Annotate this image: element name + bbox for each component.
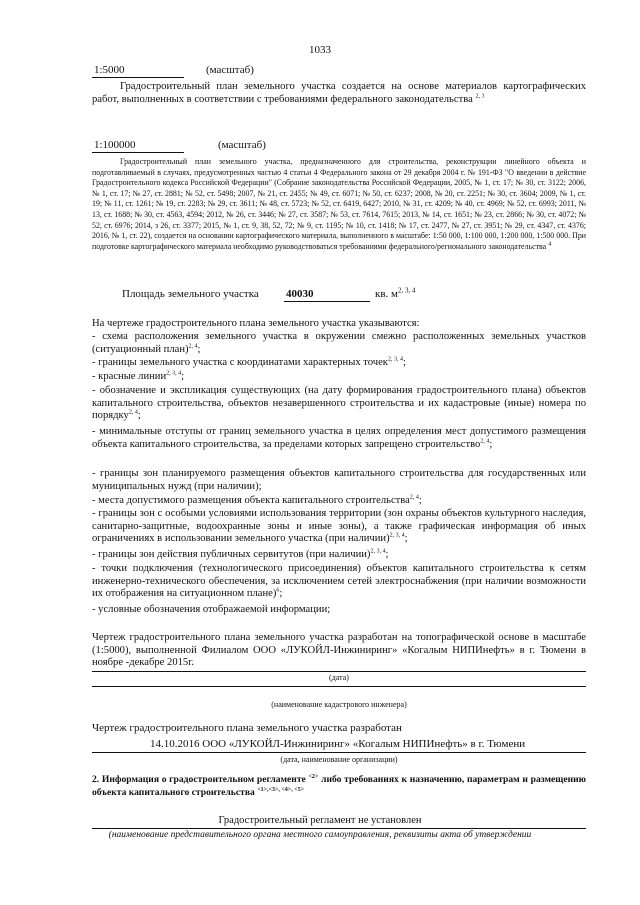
date-caption: (дата) xyxy=(329,673,349,682)
drawing-topo-paragraph: Чертеж градостроительного плана земельного участка разработан на топографической основе в масштабе (1:5000), выполненной Филиалом ООО «ЛУКОЙЛ-Инжиниринг» «Когалым НИПИнефть» в г. Тюмени в ноябре -декабре 2015г. xyxy=(92,632,586,669)
list-intro: На чертеже градостроительного плана земельного участка указываются: xyxy=(92,318,420,329)
drawing-org-line1: Чертеж градостроительного плана земельного участка разработан xyxy=(92,722,402,734)
list-item-text: - точки подключения (технологического присоединения) объектов капитального строительства к сетям инженерно-технического обеспечения, за исключением сетей электроснабжения (при наличии возможности их отображения на ситуационном плане) xyxy=(92,563,586,600)
drawing-org-line2: 14.10.2016 ООО «ЛУКОЙЛ-Инжиниринг» «Когалым НИПИнефть» в г. Тюмени xyxy=(150,738,526,750)
area-unit xyxy=(375,288,416,300)
list-item xyxy=(92,331,586,356)
scale-value-1: 1:5000 xyxy=(94,64,125,76)
area-value: 40030 xyxy=(286,288,314,300)
list-item xyxy=(92,563,586,601)
area-label: Площадь земельного участка xyxy=(122,288,259,300)
list-item xyxy=(92,371,586,384)
list-item-text: - границы земельного участка с координатами характерных точек xyxy=(92,357,388,368)
drawing-topo-underline xyxy=(92,671,586,672)
list-item-note: 2, 3, 4 xyxy=(389,532,405,539)
list-item-tail: ; xyxy=(279,588,283,600)
list-item xyxy=(92,385,586,423)
engineer-underline xyxy=(92,686,586,687)
list-item-note: 2, 3, 4 xyxy=(370,548,386,555)
list-item-text: - минимальные отступы от границ земельного участка в целях определения мест допустимого размещения объекта капитального строительства, за пределами которых запрещено строительство xyxy=(92,426,586,450)
list-item-tail: ; xyxy=(418,495,422,506)
list-item-text: - границы зон с особыми условиями использования территории (зон охраны объектов культурного наследия, санитарно-защитные, водоохранные зоны и иные зоны), а также графическая информация об иных ограничениях в использовании земельного участка (при наличии) xyxy=(92,508,586,545)
scale-paragraph-1-note: 2, 3 xyxy=(475,93,485,100)
list-item-text: - обозначение и экспликация существующих (на дату формирования градостроительного плана) объектов капитального строительства, объектов незавершенного строительства и их кадастровые (иные) номера по порядку xyxy=(92,385,586,422)
list-item xyxy=(92,549,586,562)
list-item xyxy=(92,468,586,493)
list-item-tail: ; xyxy=(385,549,389,560)
scale-paragraph-1-text: Градостроительный план земельного участка создается на основе материалов картографических работ, выполненных в соответствии с требованиями федерального законодательства xyxy=(92,81,586,105)
scale-underline-1 xyxy=(92,77,184,78)
organization-caption: (дата, наименование организации) xyxy=(280,755,398,764)
scale-label-1: (масштаб) xyxy=(206,64,254,76)
list-item-tail: ; xyxy=(402,357,406,368)
section-2-note-2: <1>,<3>, <4>, <5> xyxy=(257,786,305,793)
drawing-org-underline xyxy=(92,752,586,753)
list-item-tail: ; xyxy=(137,410,141,422)
list-item-text: - условные обозначения отображаемой информации; xyxy=(92,604,331,615)
section-2-title xyxy=(92,773,586,799)
list-item-tail: ; xyxy=(404,533,408,545)
list-item-text: - красные линии xyxy=(92,371,167,382)
scale-small-paragraph-note: 4 xyxy=(548,241,552,248)
scale-underline-2 xyxy=(92,152,184,153)
list-item xyxy=(92,357,586,370)
list-item-note: 2, 3, 4 xyxy=(166,370,182,377)
section-2-title-text: 2. Информация о градостроительном регламенте xyxy=(92,774,306,785)
list-item-note: 2, 4 xyxy=(480,438,490,445)
list-item-note: 6 xyxy=(276,587,280,594)
list-item-text: - границы зон планируемого размещения объектов капитального строительства для государственных или муниципальных нужд (при наличии); xyxy=(92,468,586,492)
scale-value-2: 1:100000 xyxy=(94,139,136,151)
page-number: 1033 xyxy=(309,44,331,56)
list-item xyxy=(92,508,586,546)
list-item-note: 2, 3, 4 xyxy=(387,356,403,363)
area-note: 2, 3, 4 xyxy=(398,286,416,295)
engineer-caption: (наименование кадастрового инженера) xyxy=(271,700,407,709)
list-item-note: 2, 4 xyxy=(128,409,138,416)
list-item xyxy=(92,495,586,508)
list-item xyxy=(92,426,586,451)
area-underline xyxy=(284,301,370,302)
scale-small-paragraph xyxy=(92,157,586,252)
regulation-underline xyxy=(92,828,586,829)
list-item-tail: ; xyxy=(489,438,493,450)
list-item-text: - границы зон действия публичных сервитутов (при наличии) xyxy=(92,549,371,560)
section-2-title-cont: либо требованиях к назначению, параметрам и размещению объекта капитального строительства xyxy=(92,774,587,798)
list-item xyxy=(92,604,586,617)
list-item-text: - схема расположения земельного участка в окружении смежно расположенных земельных участков (ситуационный план) xyxy=(92,331,586,355)
list-item-note: 2, 4 xyxy=(409,494,419,501)
scale-small-paragraph-text: Градостроительный план земельного участка, предназначенного для строительства, реконструкции линейного объекта и подготавливаемый в случаях, предусмотренных частью 4 статьи 4 Федерального закона от 29 декабря 2004 г. № 191-ФЗ "О введении в действие Градостроительного кодекса Российской Федерации" (Собрание законодательства Российской Федерации, 2005, № 1, ст. 17; № 30, ст. 3122; 2006, № 1, ст. 17; № 27, ст. 2881; № 52, ст. 5498; 2007, № 21, ст. 2455; № 49, ст. 6071; № 50, ст. 6237; 2008, № 20, ст. 2251; № 30, ст. 3604; 2009, № 1, ст. 19; № 11, ст. 1261; № 19, ст. 2283; № 29, ст. 3611; № 48, ст. 5723; № 52, ст. 6419, 6427; 2010, № 31, ст. 4209; № 40, ст. 4969; № 52, ст. 6993; 2011, № 13, ст. 1688; № 30, ст. 4563, 4594; 2012, № 26, ст. 3446; № 27, ст. 3587; № 53, ст. 7614, 7615; 2013, № 14, ст. 1651; № 23, ст. 2866; № 30, ст. 4072; № 52, ст. 6976; 2014, з 26, ст. 3377; 2015, № 1, ст. 9, 38, 52, 72; № 9, ст. 1195; № 10, ст. 1418; № 17, ст. 2477, № 27, ст. 3951; № 29, ст. 4347, ст. 4376; 2016, № 1, ст. 22), создается на основании картографического материала, выполненного в масштабе: 1:50 000, 1:100 000, 1:200 000, 1:500 000. При подготовке картографического материала необходимо руководствоваться требованиями федерального/регионального законодательства xyxy=(92,157,586,251)
list-item-text: - места допустимого размещения объекта капитального строительства xyxy=(92,495,410,506)
regulation-value: Градостроительный регламент не установлен xyxy=(218,815,422,826)
list-item-tail: ; xyxy=(181,371,185,382)
section-2-note-1: <2> xyxy=(308,773,319,780)
area-unit-text: кв. м xyxy=(375,288,398,300)
list-item-note: 2, 4 xyxy=(188,343,198,350)
scale-paragraph-1 xyxy=(92,81,586,106)
list-item-tail: ; xyxy=(197,343,201,355)
regulation-caption: (наименование представительного органа местного самоуправления, реквизиты акта об утверждении xyxy=(108,830,532,840)
scale-label-2: (масштаб) xyxy=(218,139,266,151)
